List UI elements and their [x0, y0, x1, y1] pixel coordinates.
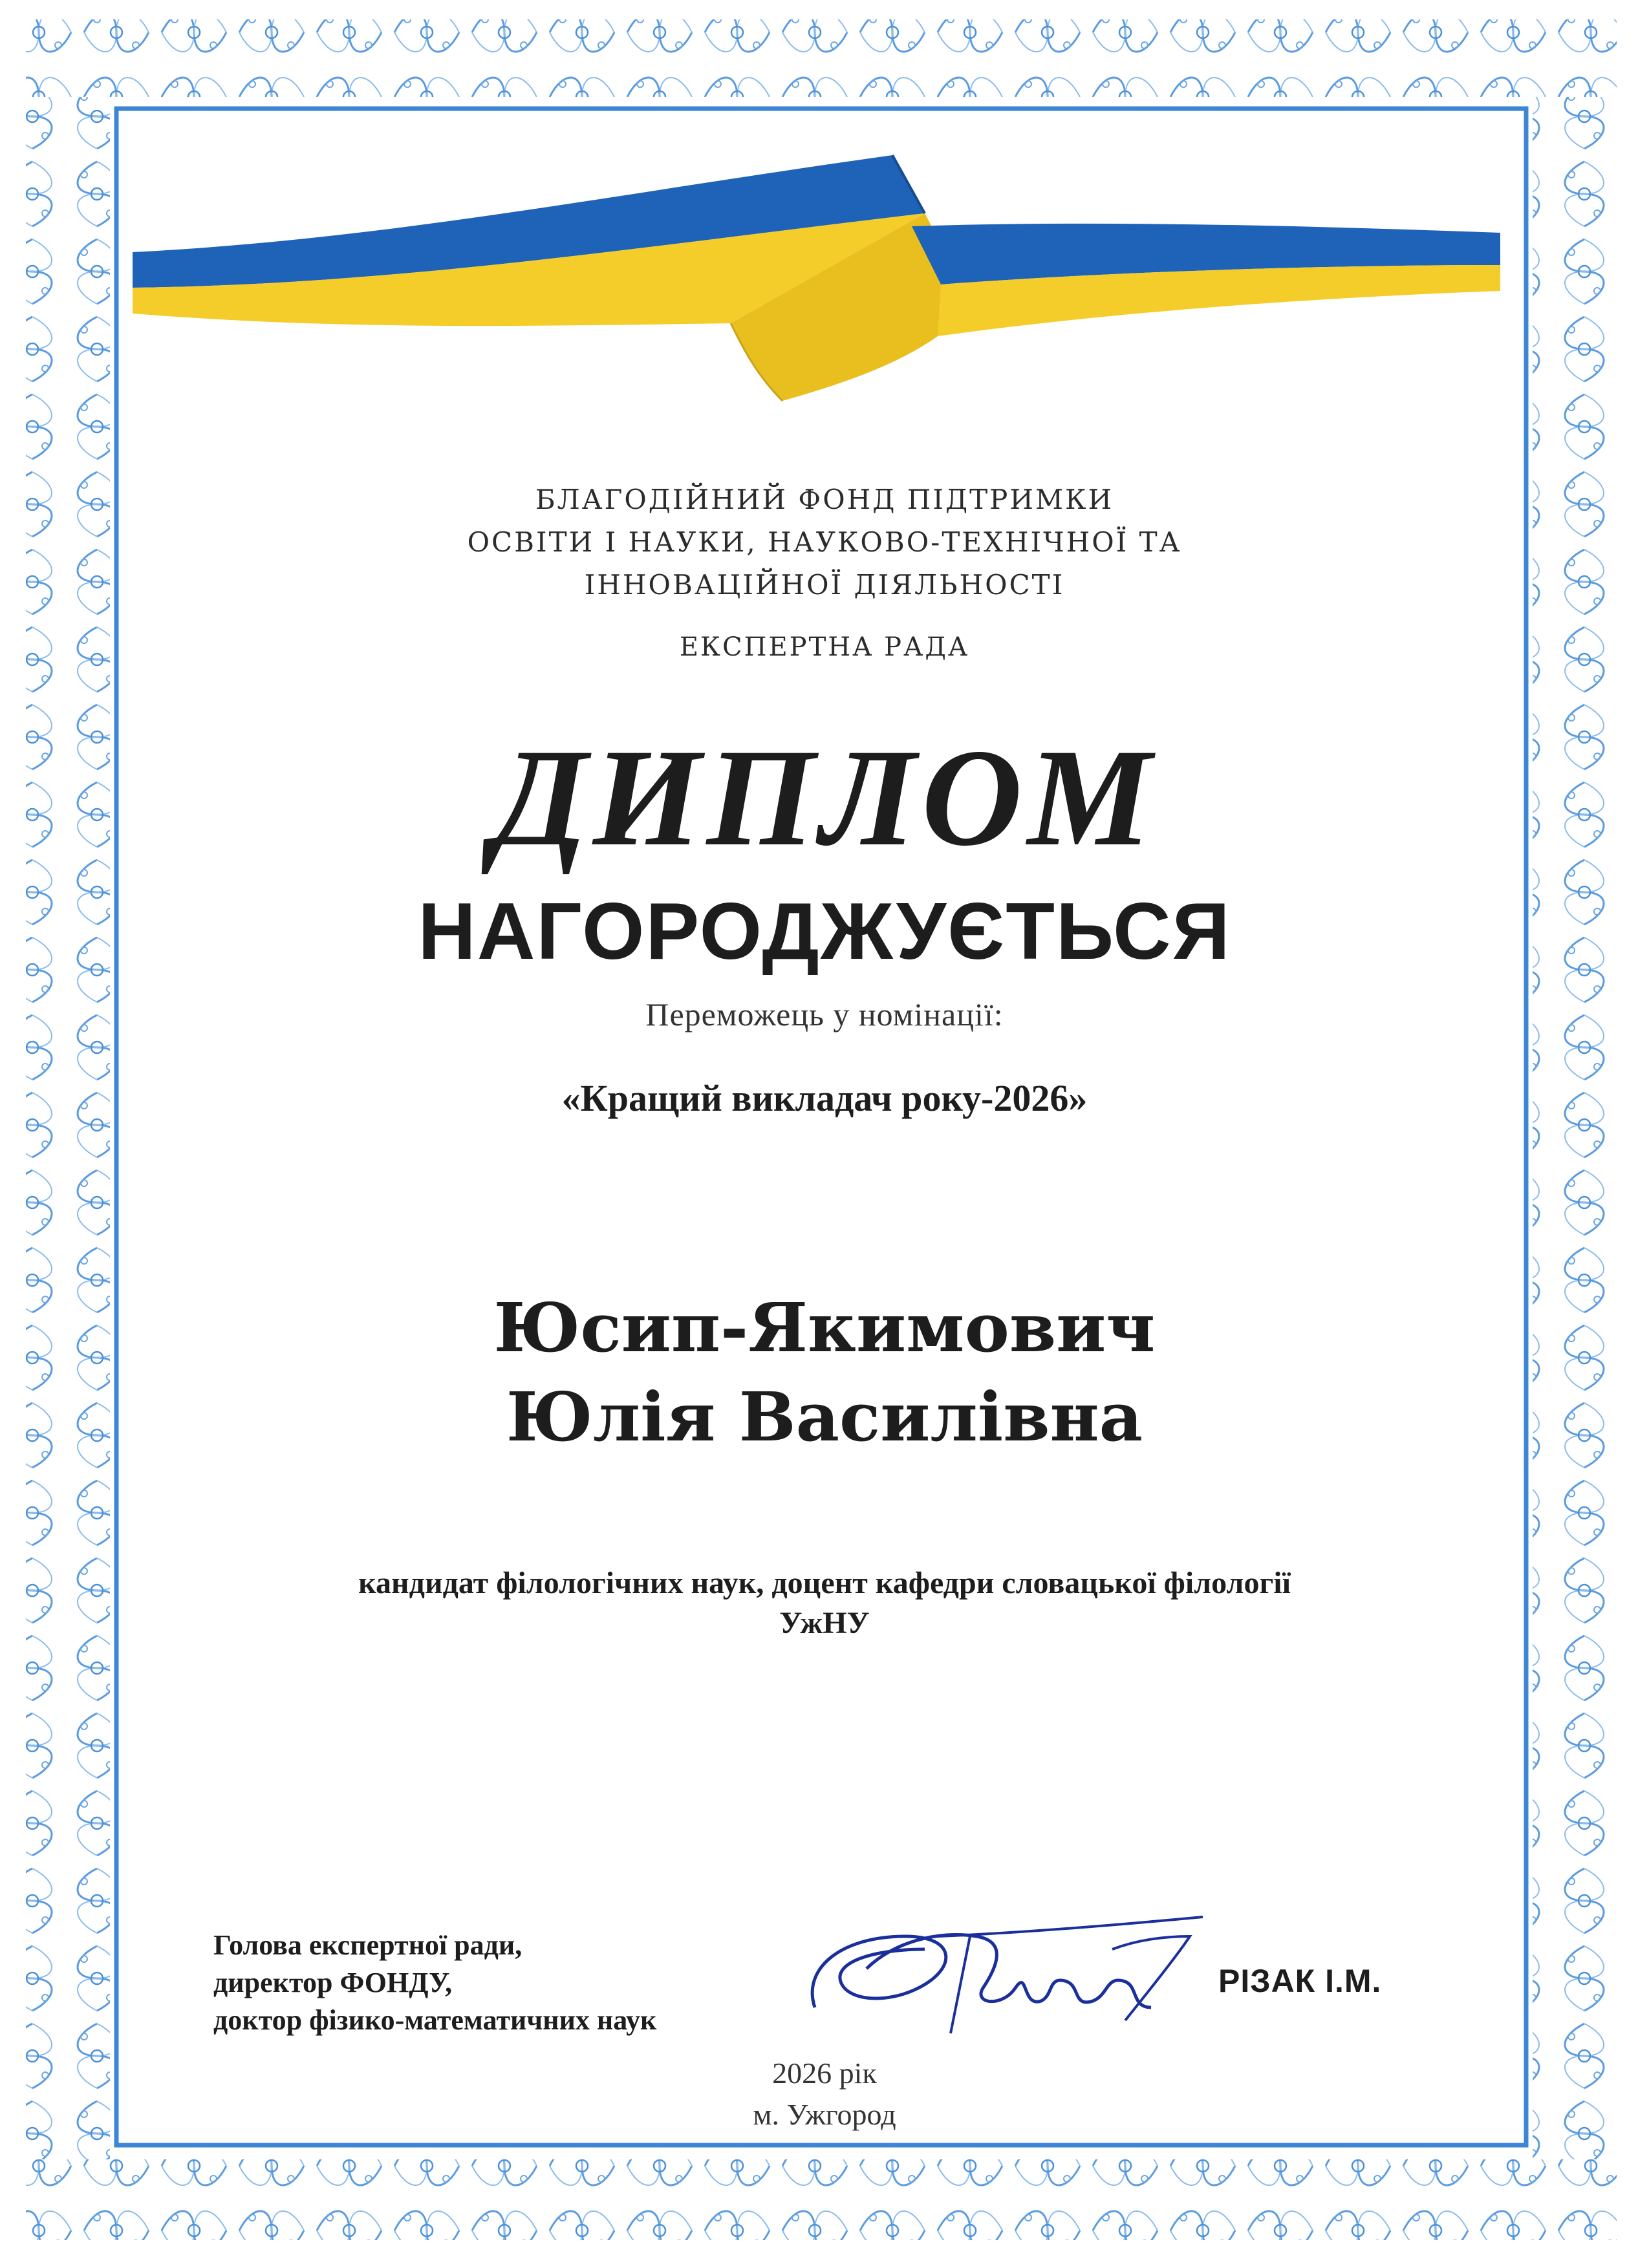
position-line: кандидат філологічних наук, доцент кафедри словацької філології: [358, 1566, 1291, 1600]
footer: [0, 2053, 1649, 2135]
signatory-role-line: директор ФОНДУ,: [213, 1967, 453, 1998]
nomination-intro: Переможець у номінації:: [645, 996, 1004, 1032]
recipient-surname: Юсип-Якимович: [493, 1288, 1156, 1367]
awarded-heading: НАГОРОДЖУЄТЬСЯ: [418, 887, 1231, 976]
recipient-name: [0, 1283, 1649, 1462]
organization-line: ОСВІТИ І НАУКИ, НАУКОВО-ТЕХНІЧНОЇ ТА: [467, 526, 1182, 558]
handwritten-signature: [789, 1910, 1242, 2053]
recipient-position: [0, 1563, 1649, 1643]
footer-city: м. Ужгород: [753, 2098, 896, 2131]
signatory-role: [213, 1927, 656, 2039]
footer-year: 2026 рік: [772, 2057, 877, 2090]
organization-line: ІННОВАЦІЙНОЇ ДІЯЛЬНОСТІ: [584, 569, 1065, 601]
organization-line: БЛАГОДІЙНИЙ ФОНД ПІДТРИМКИ: [535, 484, 1114, 515]
signatory-name: РІЗАК І.М.: [1218, 1963, 1382, 1999]
diploma-title: ДИПЛОМ: [492, 720, 1157, 875]
recipient-given-names: Юлія Василівна: [506, 1377, 1143, 1457]
signatory-role-line: доктор фізико-математичних наук: [213, 2004, 657, 2036]
organization-name: [0, 478, 1649, 606]
expert-council: ЕКСПЕРТНА РАДА: [679, 632, 970, 662]
nomination-title: «Кращий викладач року-2026»: [561, 1077, 1088, 1119]
position-line: УжНУ: [779, 1606, 870, 1640]
signatory-role-line: Голова експертної ради,: [213, 1929, 523, 1961]
flag-ribbon: [0, 0, 1649, 453]
